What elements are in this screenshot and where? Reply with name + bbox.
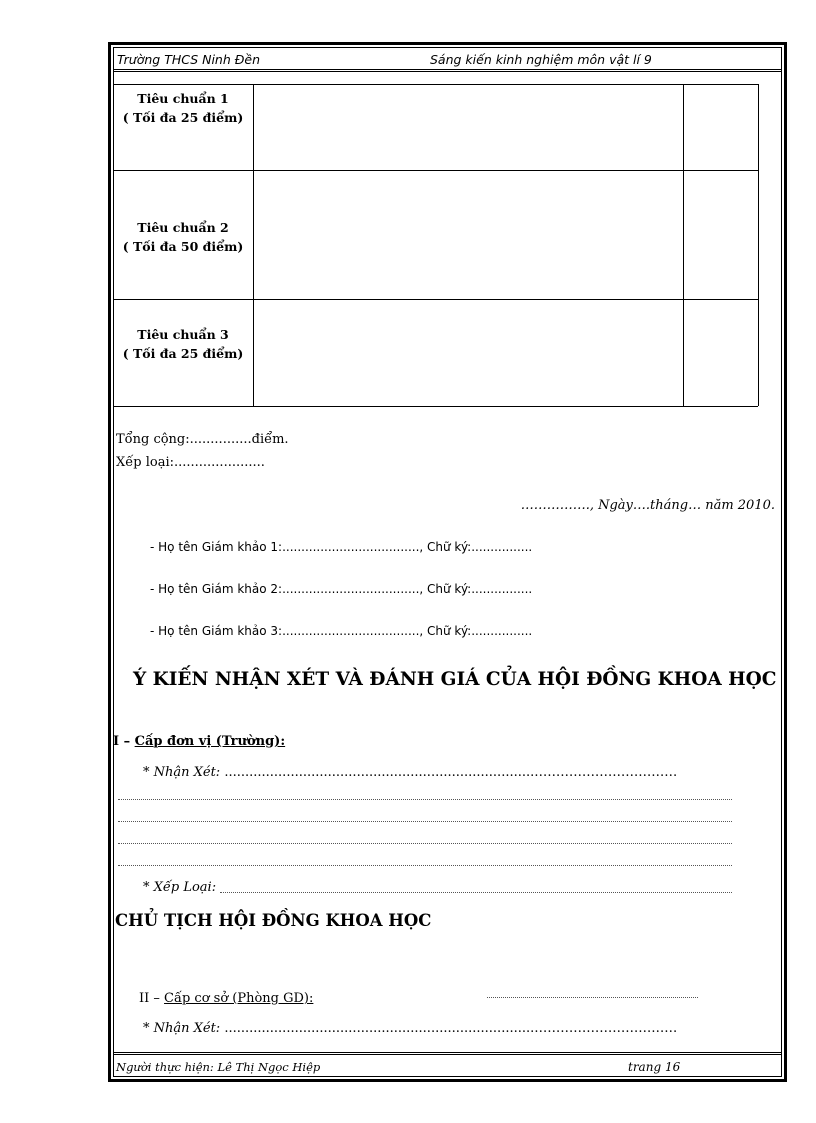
footer-rule: [113, 1052, 782, 1053]
comment-line: [118, 821, 732, 822]
council-title: Ý KIẾN NHẬN XÉT VÀ ĐÁNH GIÁ CỦA HỘI ĐỒNG KHOA HỌC: [133, 669, 777, 690]
criterion-1: Tiêu chuẩn 1 ( Tối đa 25 điểm): [122, 91, 244, 125]
footer-author: Người thực hiện: Lê Thị Ngọc Hiệp: [116, 1060, 321, 1074]
level2-heading: II – Cấp cơ sở (Phòng GD):: [139, 991, 314, 1006]
examiner-2: - Họ tên Giám khảo 2:...................................., Chữ ký:................: [150, 582, 533, 596]
header-school: Trường THCS Ninh Đền: [117, 52, 261, 67]
date-line: ……………., Ngày….tháng… năm 2010.: [520, 498, 775, 513]
level2-dot-line: [487, 997, 698, 998]
footer-page-number: trang 16: [628, 1060, 681, 1074]
comment-line: [118, 843, 732, 844]
level1-rank-label: * Xếp Loại:: [143, 880, 217, 895]
comment-line: [118, 799, 732, 800]
header-subject: Sáng kiến kinh nghiệm môn vật lí 9: [430, 52, 652, 67]
examiner-3: - Họ tên Giám khảo 3:...................................., Chữ ký:................: [150, 624, 533, 638]
footer-rule-2: [113, 1054, 782, 1055]
header-rule-2: [113, 71, 782, 72]
total-score: Tổng cộng:...............điểm.: [116, 432, 289, 447]
level1-heading: I – Cấp đơn vị (Trường):: [113, 734, 286, 749]
level1-comment: * Nhận Xét: ...........................................................................……………………………: [143, 765, 678, 780]
examiner-1: - Họ tên Giám khảo 1:...................................., Chữ ký:................: [150, 540, 533, 554]
rank-line: [220, 892, 732, 893]
comment-line: [118, 865, 732, 866]
chairman-title: CHỦ TỊCH HỘI ĐỒNG KHOA HỌC: [115, 911, 432, 930]
criterion-3: Tiêu chuẩn 3 ( Tối đa 25 điểm): [122, 327, 244, 361]
level2-comment: * Nhận Xét: ...........................................................................……………………………: [143, 1021, 678, 1036]
ranking: Xếp loại:......................: [116, 455, 265, 470]
header-rule: [113, 69, 782, 70]
criterion-2: Tiêu chuẩn 2 ( Tối đa 50 điểm): [122, 220, 244, 254]
